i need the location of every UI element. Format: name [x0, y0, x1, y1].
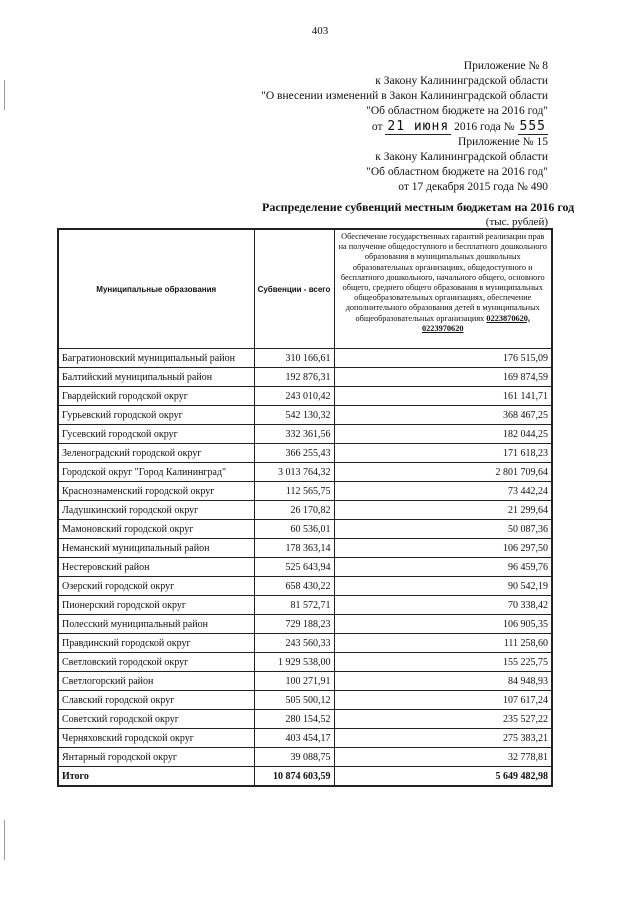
total-cell: 81 572,71: [254, 596, 334, 615]
education-cell: 182 044,25: [334, 425, 552, 444]
units-label: (тыс. рублей): [485, 216, 548, 228]
municipality-cell: Янтарный городской округ: [58, 748, 254, 767]
table-row: [58, 368, 552, 387]
total-cell: 542 130,32: [254, 406, 334, 425]
total-cell: 403 454,17: [254, 729, 334, 748]
table-row: [58, 615, 552, 634]
date-prefix: от: [371, 121, 383, 133]
total-cell: 192 876,31: [254, 368, 334, 387]
header-municipalities: Муниципальные образования: [58, 229, 254, 349]
municipality-cell: Советский городской округ: [58, 710, 254, 729]
education-cell: 70 338,42: [334, 596, 552, 615]
table-row: [58, 634, 552, 653]
total-cell: 243 560,33: [254, 634, 334, 653]
table-row: [58, 577, 552, 596]
total-cell: 280 154,52: [254, 710, 334, 729]
handwritten-number: 555: [519, 119, 546, 134]
education-cell: 84 948,93: [334, 672, 552, 691]
page-number: 403: [311, 25, 329, 37]
table-row: [58, 729, 552, 748]
header-education-codes: 0223870620, 0223970620: [422, 313, 530, 333]
education-cell: 21 299,64: [334, 501, 552, 520]
total-cell: 112 565,75: [254, 482, 334, 501]
number-prefix: №: [503, 121, 515, 133]
education-cell: 106 297,50: [334, 539, 552, 558]
education-cell: 235 527,22: [334, 710, 552, 729]
table-row: [58, 748, 552, 767]
annex-15-line4: от 17 декабря 2015 года № 490: [398, 181, 548, 193]
total-cell: 525 643,94: [254, 558, 334, 577]
municipality-cell: Нестеровский район: [58, 558, 254, 577]
total-cell: 1 929 538,00: [254, 653, 334, 672]
education-cell: 169 874,59: [334, 368, 552, 387]
total-cell: 658 430,22: [254, 577, 334, 596]
table-row: [58, 539, 552, 558]
table-row: [58, 653, 552, 672]
education-cell: 368 467,25: [334, 406, 552, 425]
total-row: [58, 767, 552, 787]
annex-8-line4: "Об областном бюджете на 2016 год": [366, 105, 548, 117]
municipality-cell: Мамоновский городской округ: [58, 520, 254, 539]
table-row: [58, 444, 552, 463]
handwritten-date: 21 июня: [387, 119, 450, 134]
table-row: [58, 520, 552, 539]
total-cell: 26 170,82: [254, 501, 334, 520]
municipality-cell: Славский городской округ: [58, 691, 254, 710]
education-cell: 275 383,21: [334, 729, 552, 748]
education-cell: 96 459,76: [334, 558, 552, 577]
municipality-cell: Гвардейский городской округ: [58, 387, 254, 406]
table-row: [58, 482, 552, 501]
total-cell: 505 500,12: [254, 691, 334, 710]
annex-8-header: [261, 59, 548, 135]
grand-total-cell: 10 874 603,59: [254, 767, 334, 787]
municipality-cell: Неманский муниципальный район: [58, 539, 254, 558]
total-cell: 310 166,61: [254, 349, 334, 368]
total-cell: 729 188,23: [254, 615, 334, 634]
table-row: [58, 501, 552, 520]
municipality-cell: Городской округ "Город Калининград": [58, 463, 254, 482]
municipality-cell: Светлогорский район: [58, 672, 254, 691]
scan-artifact: [4, 80, 5, 110]
education-cell: 111 258,60: [334, 634, 552, 653]
municipality-cell: Краснознаменский городской округ: [58, 482, 254, 501]
document-title: Распределение субвенций местным бюджетам на 2016 год: [262, 200, 575, 214]
municipality-cell: Полесский муниципальный район: [58, 615, 254, 634]
total-cell: 243 010,42: [254, 387, 334, 406]
total-cell: 332 361,56: [254, 425, 334, 444]
subventions-table: [57, 228, 553, 787]
table-row: [58, 463, 552, 482]
municipality-cell: Черняховский городской округ: [58, 729, 254, 748]
scan-artifact: [4, 820, 5, 860]
education-cell: 171 618,23: [334, 444, 552, 463]
annex-15-header: [366, 135, 548, 195]
education-total-cell: 5 649 482,98: [334, 767, 552, 787]
annex-15-line1: Приложение № 15: [458, 136, 548, 148]
date-year: 2016 года: [454, 121, 501, 133]
table-row: [58, 387, 552, 406]
education-cell: 50 087,36: [334, 520, 552, 539]
education-cell: 176 515,09: [334, 349, 552, 368]
total-label-cell: Итого: [58, 767, 254, 787]
municipality-cell: Гусевский городской округ: [58, 425, 254, 444]
education-cell: 32 778,81: [334, 748, 552, 767]
education-cell: 161 141,71: [334, 387, 552, 406]
total-cell: 3 013 764,32: [254, 463, 334, 482]
table-row: [58, 691, 552, 710]
table-row: [58, 672, 552, 691]
municipality-cell: Гурьевский городской округ: [58, 406, 254, 425]
annex-8-line2: к Закону Калининградской области: [375, 75, 548, 87]
table-row: [58, 425, 552, 444]
annex-8-line3: "О внесении изменений в Закон Калининградской области: [261, 90, 548, 102]
education-cell: 155 225,75: [334, 653, 552, 672]
annex-8-line1: Приложение № 8: [463, 60, 548, 72]
municipality-cell: Ладушкинский городской округ: [58, 501, 254, 520]
total-cell: 366 255,43: [254, 444, 334, 463]
table-header-row: [58, 229, 552, 349]
table-row: [58, 596, 552, 615]
municipality-cell: Светловский городской округ: [58, 653, 254, 672]
annex-15-line3: "Об областном бюджете на 2016 год": [366, 166, 548, 178]
total-cell: 178 363,14: [254, 539, 334, 558]
header-total: Субвенции - всего: [254, 229, 334, 349]
table-row: [58, 349, 552, 368]
municipality-cell: Зеленоградский городской округ: [58, 444, 254, 463]
header-education: [334, 229, 552, 349]
total-cell: 60 536,01: [254, 520, 334, 539]
municipality-cell: Озерский городской округ: [58, 577, 254, 596]
table-row: [58, 710, 552, 729]
annex-8-date-line: [261, 119, 548, 135]
municipality-cell: Багратионовский муниципальный район: [58, 349, 254, 368]
municipality-cell: Пионерский городской округ: [58, 596, 254, 615]
annex-15-line2: к Закону Калининградской области: [375, 151, 548, 163]
total-cell: 39 088,75: [254, 748, 334, 767]
education-cell: 90 542,19: [334, 577, 552, 596]
header-education-text: Обеспечение государственных гарантий реализации прав на получение общедоступного и бесплатного дошкольного образования в муниципальных дошкольных образовательных организациях, общедоступного и бесплатного дошкольного, начального общего, основного общего, среднего общего образования в муниципальных общеобразовательных организациях, обеспечение дополнительного образования детей в муниципальных общеобразовательных организациях: [338, 232, 547, 323]
education-cell: 107 617,24: [334, 691, 552, 710]
municipality-cell: Правдинский городской округ: [58, 634, 254, 653]
education-cell: 73 442,24: [334, 482, 552, 501]
total-cell: 100 271,91: [254, 672, 334, 691]
education-cell: 2 801 709,64: [334, 463, 552, 482]
table-row: [58, 406, 552, 425]
education-cell: 106 905,35: [334, 615, 552, 634]
municipality-cell: Балтийский муниципальный район: [58, 368, 254, 387]
table-row: [58, 558, 552, 577]
